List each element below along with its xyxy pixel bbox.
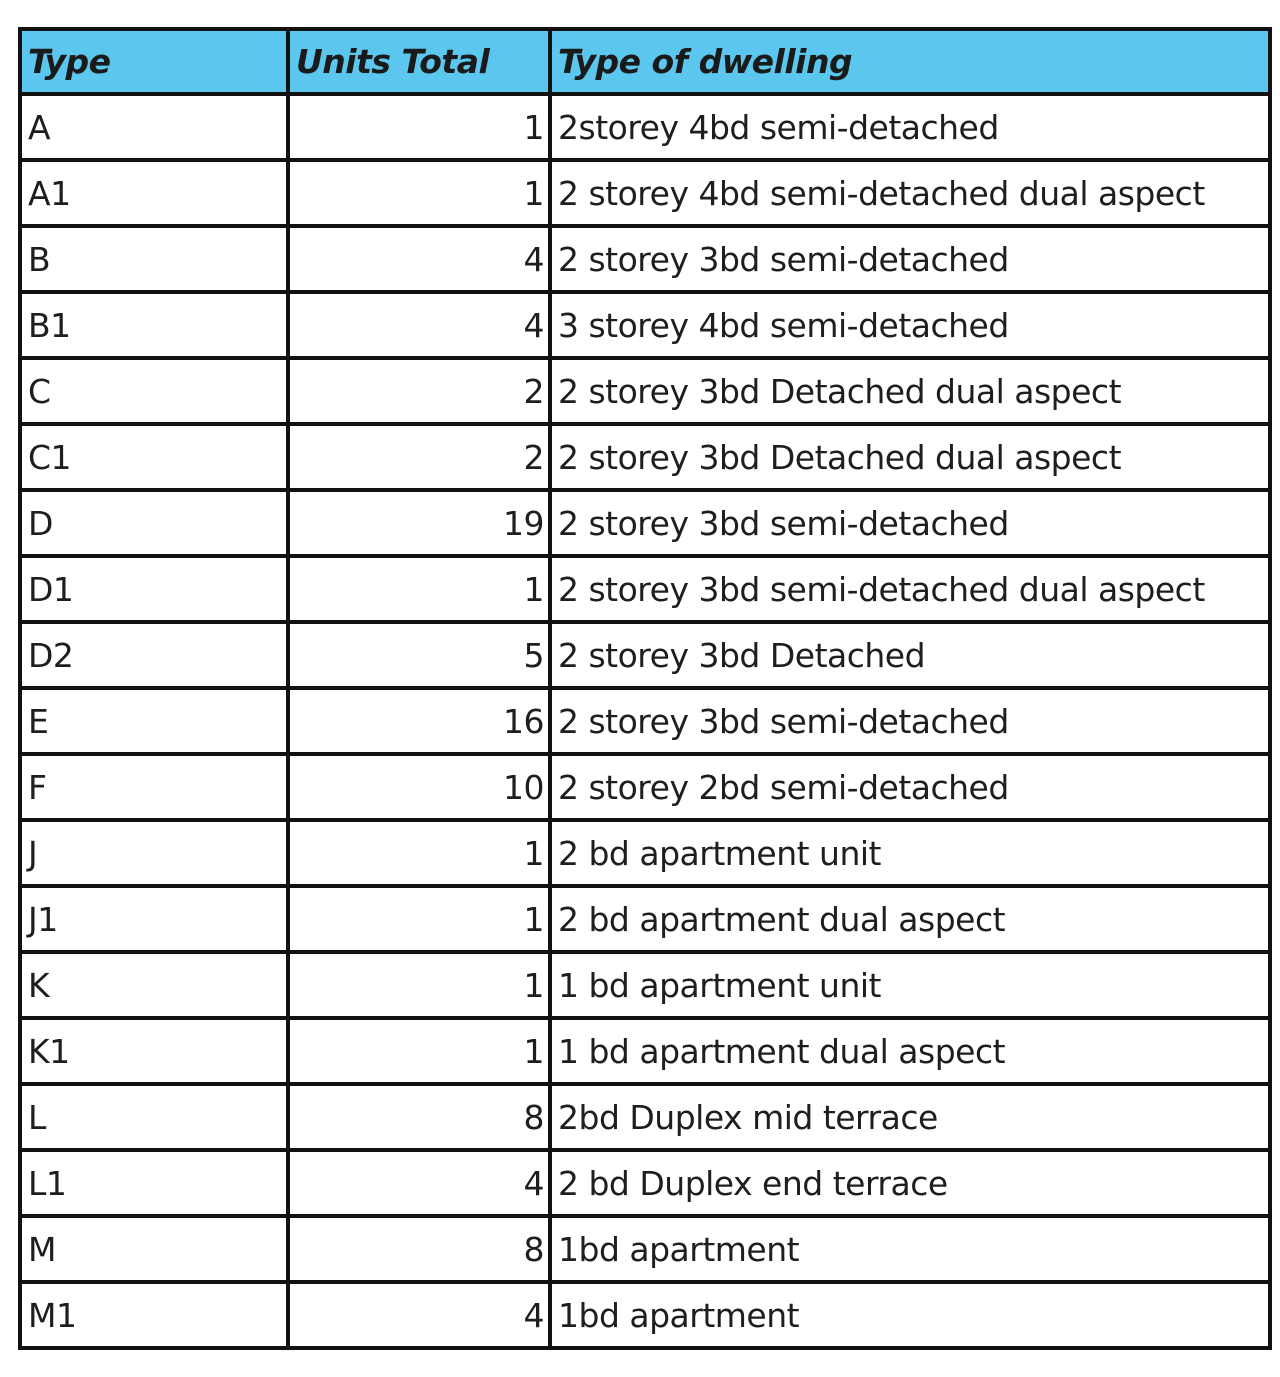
cell-type: M1 (20, 1282, 288, 1348)
cell-type: D (20, 490, 288, 556)
cell-type: D1 (20, 556, 288, 622)
cell-type-of-dwelling: 1bd apartment (550, 1282, 1270, 1348)
table-body (20, 94, 1270, 1348)
table-row (20, 490, 1270, 556)
cell-type-of-dwelling: 1 bd apartment unit (550, 952, 1270, 1018)
table-row (20, 1282, 1270, 1348)
table-row (20, 820, 1270, 886)
cell-type: B (20, 226, 288, 292)
cell-units-total: 4 (288, 226, 550, 292)
header-type: Type (20, 29, 288, 94)
dwelling-schedule-table (18, 27, 1272, 1350)
cell-units-total: 2 (288, 358, 550, 424)
cell-type-of-dwelling: 1 bd apartment dual aspect (550, 1018, 1270, 1084)
cell-type: A1 (20, 160, 288, 226)
header-type-of-dwelling: Type of dwelling (550, 29, 1270, 94)
cell-units-total: 1 (288, 820, 550, 886)
cell-type: A (20, 94, 288, 160)
cell-units-total: 5 (288, 622, 550, 688)
table-row (20, 622, 1270, 688)
cell-units-total: 4 (288, 292, 550, 358)
cell-units-total: 1 (288, 556, 550, 622)
cell-type-of-dwelling: 2 storey 3bd semi-detached (550, 688, 1270, 754)
cell-type-of-dwelling: 2 bd apartment dual aspect (550, 886, 1270, 952)
cell-type: M (20, 1216, 288, 1282)
cell-type-of-dwelling: 2 storey 3bd Detached (550, 622, 1270, 688)
cell-units-total: 19 (288, 490, 550, 556)
cell-units-total: 8 (288, 1084, 550, 1150)
table-row (20, 358, 1270, 424)
table-row (20, 424, 1270, 490)
cell-type-of-dwelling: 2bd Duplex mid terrace (550, 1084, 1270, 1150)
table-row (20, 1084, 1270, 1150)
header-units-total: Units Total (288, 29, 550, 94)
cell-units-total: 1 (288, 886, 550, 952)
table-row (20, 886, 1270, 952)
cell-type: J (20, 820, 288, 886)
cell-units-total: 1 (288, 94, 550, 160)
cell-units-total: 1 (288, 952, 550, 1018)
table-row (20, 292, 1270, 358)
table-row (20, 226, 1270, 292)
table-row (20, 1018, 1270, 1084)
table-row (20, 94, 1270, 160)
table-row (20, 160, 1270, 226)
header-row (20, 29, 1270, 94)
cell-type-of-dwelling: 1bd apartment (550, 1216, 1270, 1282)
cell-units-total: 1 (288, 160, 550, 226)
cell-type: F (20, 754, 288, 820)
cell-type: B1 (20, 292, 288, 358)
cell-type-of-dwelling: 2 storey 2bd semi-detached (550, 754, 1270, 820)
table-row (20, 952, 1270, 1018)
cell-type-of-dwelling: 3 storey 4bd semi-detached (550, 292, 1270, 358)
cell-type: K (20, 952, 288, 1018)
cell-type-of-dwelling: 2 bd Duplex end terrace (550, 1150, 1270, 1216)
cell-type-of-dwelling: 2 bd apartment unit (550, 820, 1270, 886)
table-row (20, 688, 1270, 754)
cell-units-total: 4 (288, 1150, 550, 1216)
cell-type-of-dwelling: 2 storey 3bd semi-detached (550, 490, 1270, 556)
cell-type: E (20, 688, 288, 754)
cell-type: J1 (20, 886, 288, 952)
table-header (20, 29, 1270, 94)
cell-type: C1 (20, 424, 288, 490)
cell-type-of-dwelling: 2storey 4bd semi-detached (550, 94, 1270, 160)
table-row (20, 1150, 1270, 1216)
cell-type-of-dwelling: 2 storey 4bd semi-detached dual aspect (550, 160, 1270, 226)
cell-units-total: 16 (288, 688, 550, 754)
cell-units-total: 1 (288, 1018, 550, 1084)
cell-type-of-dwelling: 2 storey 3bd semi-detached (550, 226, 1270, 292)
table-row (20, 1216, 1270, 1282)
cell-units-total: 4 (288, 1282, 550, 1348)
cell-type: D2 (20, 622, 288, 688)
table-row (20, 556, 1270, 622)
cell-type: L (20, 1084, 288, 1150)
cell-units-total: 2 (288, 424, 550, 490)
cell-type-of-dwelling: 2 storey 3bd semi-detached dual aspect (550, 556, 1270, 622)
cell-type: K1 (20, 1018, 288, 1084)
table-row (20, 754, 1270, 820)
cell-type-of-dwelling: 2 storey 3bd Detached dual aspect (550, 358, 1270, 424)
cell-units-total: 10 (288, 754, 550, 820)
cell-type-of-dwelling: 2 storey 3bd Detached dual aspect (550, 424, 1270, 490)
cell-type: C (20, 358, 288, 424)
cell-type: L1 (20, 1150, 288, 1216)
cell-units-total: 8 (288, 1216, 550, 1282)
